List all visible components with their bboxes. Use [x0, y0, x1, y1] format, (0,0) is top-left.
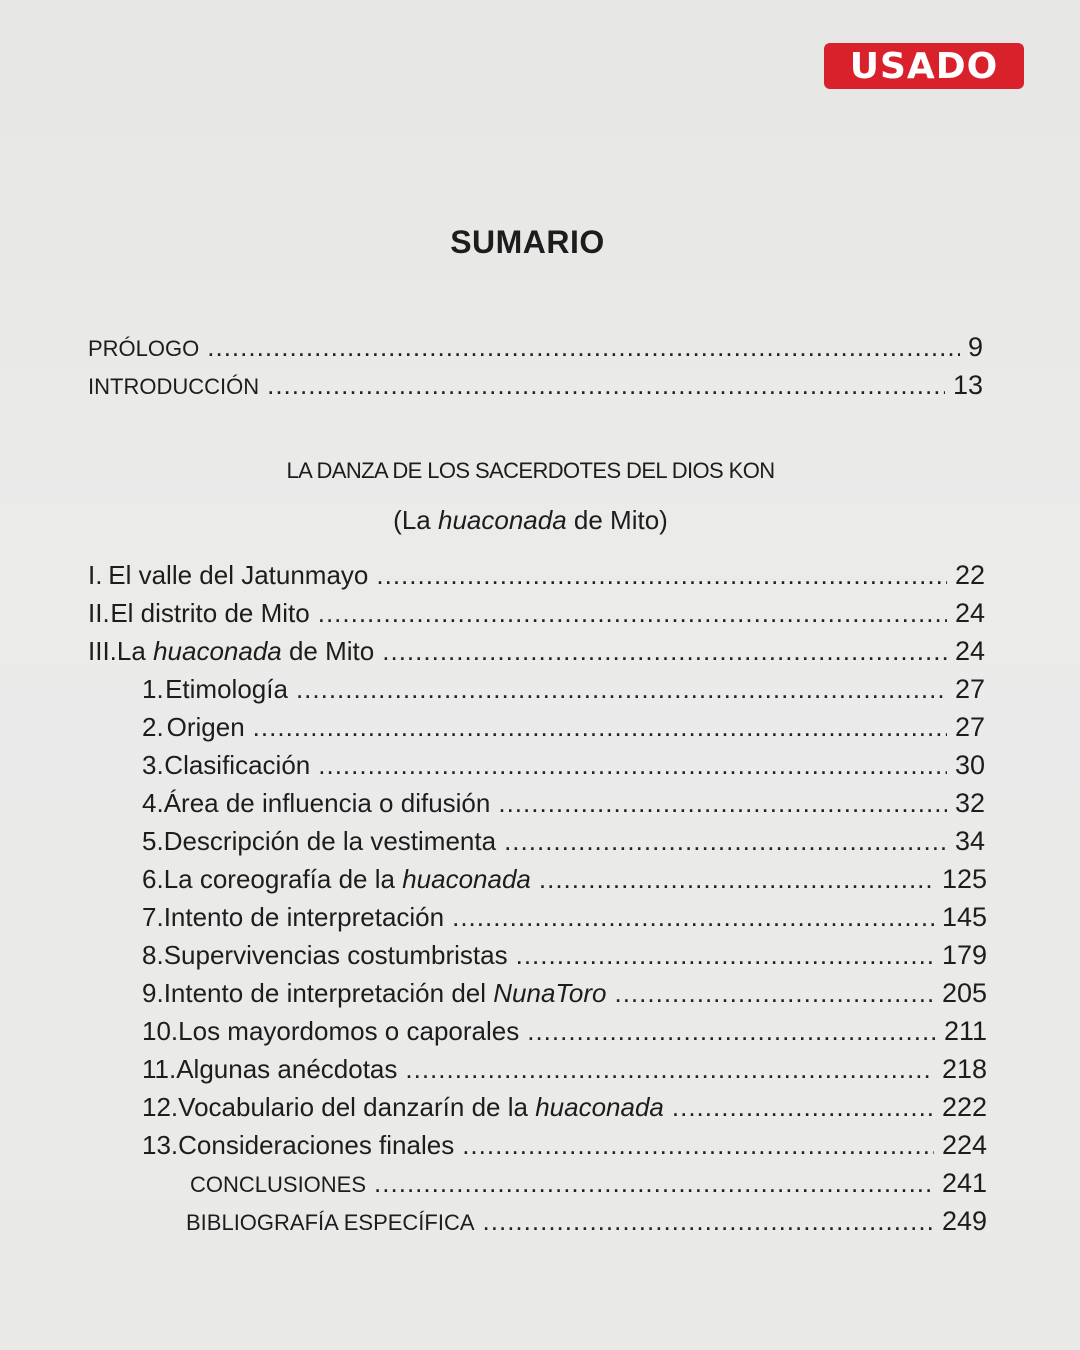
leader-dots	[462, 1130, 934, 1161]
toc-page-number: 30	[954, 750, 985, 780]
toc-label: La huaconada de Mito	[116, 636, 375, 666]
toc-number: 2.	[142, 712, 164, 742]
leader-dots	[483, 1206, 934, 1237]
leader-dots	[382, 636, 947, 667]
leader-dots	[405, 1054, 934, 1085]
toc-page-number: 241	[941, 1168, 987, 1198]
toc-page-number: 24	[954, 636, 985, 666]
toc-label: El valle del Jatunmayo	[108, 560, 369, 590]
toc-row	[142, 750, 985, 781]
toc-page-number: 27	[954, 674, 985, 704]
toc-label: Descripción de la vestimenta	[163, 826, 497, 856]
toc-number: 6.	[142, 864, 164, 894]
toc-label: Consideraciones finales	[178, 1130, 455, 1160]
toc-page-number: 9	[967, 332, 983, 362]
leader-dots	[672, 1092, 934, 1123]
toc-row	[142, 712, 985, 743]
toc-label: Origen	[166, 712, 245, 742]
section-title: LA DANZA DE LOS SACERDOTES DEL DIOS KON	[286, 458, 775, 483]
toc-number: 9.	[142, 978, 164, 1008]
toc-number: 13.	[142, 1130, 179, 1160]
toc-label: Supervivencias costumbristas	[163, 940, 508, 970]
toc-label: Etimología	[165, 674, 288, 704]
toc-number: 11.	[142, 1054, 177, 1084]
leader-dots	[253, 712, 947, 743]
toc-page-number: 34	[954, 826, 985, 856]
toc-number: III.	[88, 636, 117, 666]
toc-row	[142, 1016, 987, 1047]
toc-number: 8.	[142, 940, 164, 970]
toc-label: Vocabulario del danzarín de la huaconada	[178, 1092, 664, 1122]
leader-dots	[296, 674, 947, 705]
toc-label: Algunas anécdotas	[176, 1054, 398, 1084]
toc-row	[142, 1092, 987, 1123]
toc-row	[142, 1054, 987, 1085]
toc-label: BIBLIOGRAFÍA ESPECÍFICA	[186, 1210, 475, 1235]
leader-dots	[504, 826, 947, 857]
toc-page-number: 224	[941, 1130, 987, 1160]
toc-label: PRÓLOGO	[88, 336, 200, 361]
toc-page-number: 13	[952, 370, 983, 400]
page-title: SUMARIO	[450, 224, 605, 260]
toc-label: El distrito de Mito	[110, 598, 310, 628]
toc-page-number: 205	[941, 978, 987, 1008]
toc-label: CONCLUSIONES	[190, 1172, 367, 1197]
toc-page-number: 218	[941, 1054, 987, 1084]
leader-dots	[374, 1168, 934, 1199]
toc-page-number: 211	[943, 1016, 987, 1046]
toc-row	[88, 598, 985, 629]
toc-row	[142, 1130, 987, 1161]
toc-page-number: 222	[941, 1092, 987, 1122]
toc-number: II.	[88, 598, 110, 628]
toc-row	[142, 788, 985, 819]
toc-label: Clasificación	[164, 750, 311, 780]
toc-label: INTRODUCCIÓN	[88, 374, 260, 399]
leader-dots	[207, 332, 960, 363]
toc-label: La coreografía de la huaconada	[163, 864, 531, 894]
toc-page-number: 145	[941, 902, 987, 932]
toc-page-number: 125	[941, 864, 987, 894]
toc-row	[142, 940, 987, 971]
leader-dots	[527, 1016, 936, 1047]
toc-number: 12.	[142, 1092, 179, 1122]
toc-page-number: 32	[954, 788, 985, 818]
subsection-italic: huaconada	[437, 505, 567, 535]
leader-dots	[539, 864, 934, 895]
leader-dots	[376, 560, 947, 591]
leader-dots	[267, 370, 945, 401]
toc-row	[88, 636, 985, 667]
toc-number: 7.	[142, 902, 164, 932]
toc-row	[142, 902, 987, 933]
toc-label: Los mayordomos o caporales	[178, 1016, 520, 1046]
toc-row-conclusiones	[190, 1168, 987, 1199]
toc-page-number: 22	[954, 560, 985, 590]
subsection-title	[0, 505, 1061, 536]
used-badge: USADO	[824, 43, 1024, 89]
toc-row	[88, 560, 985, 591]
toc-number: 3.	[142, 750, 164, 780]
toc-row	[142, 674, 985, 705]
subsection-text: de Mito)	[566, 505, 668, 535]
toc-number: 5.	[142, 826, 164, 856]
toc-number: I.	[88, 560, 103, 590]
leader-dots	[614, 978, 933, 1009]
toc-label: Intento de interpretación del NunaToro	[163, 978, 607, 1008]
leader-dots	[516, 940, 934, 971]
toc-row-bibliografia	[186, 1206, 987, 1237]
toc-label: Intento de interpretación	[163, 902, 445, 932]
leader-dots	[318, 598, 947, 629]
toc-row	[142, 978, 987, 1009]
leader-dots	[318, 750, 947, 781]
subsection-text: (La	[393, 505, 438, 535]
leader-dots	[452, 902, 934, 933]
toc-label: Área de influencia o difusión	[163, 788, 491, 818]
toc-page-number: 24	[954, 598, 985, 628]
toc-row-prologo	[88, 332, 983, 363]
toc-row	[142, 826, 985, 857]
toc-page-number: 249	[941, 1206, 987, 1236]
toc-page-number: 27	[954, 712, 985, 742]
toc-row-introduccion	[88, 370, 983, 401]
toc-page-number: 179	[941, 940, 987, 970]
leader-dots	[498, 788, 947, 819]
toc-number: 4.	[142, 788, 164, 818]
toc-number: 10.	[142, 1016, 179, 1046]
toc-number: 1.	[142, 674, 164, 704]
toc-row	[142, 864, 987, 895]
